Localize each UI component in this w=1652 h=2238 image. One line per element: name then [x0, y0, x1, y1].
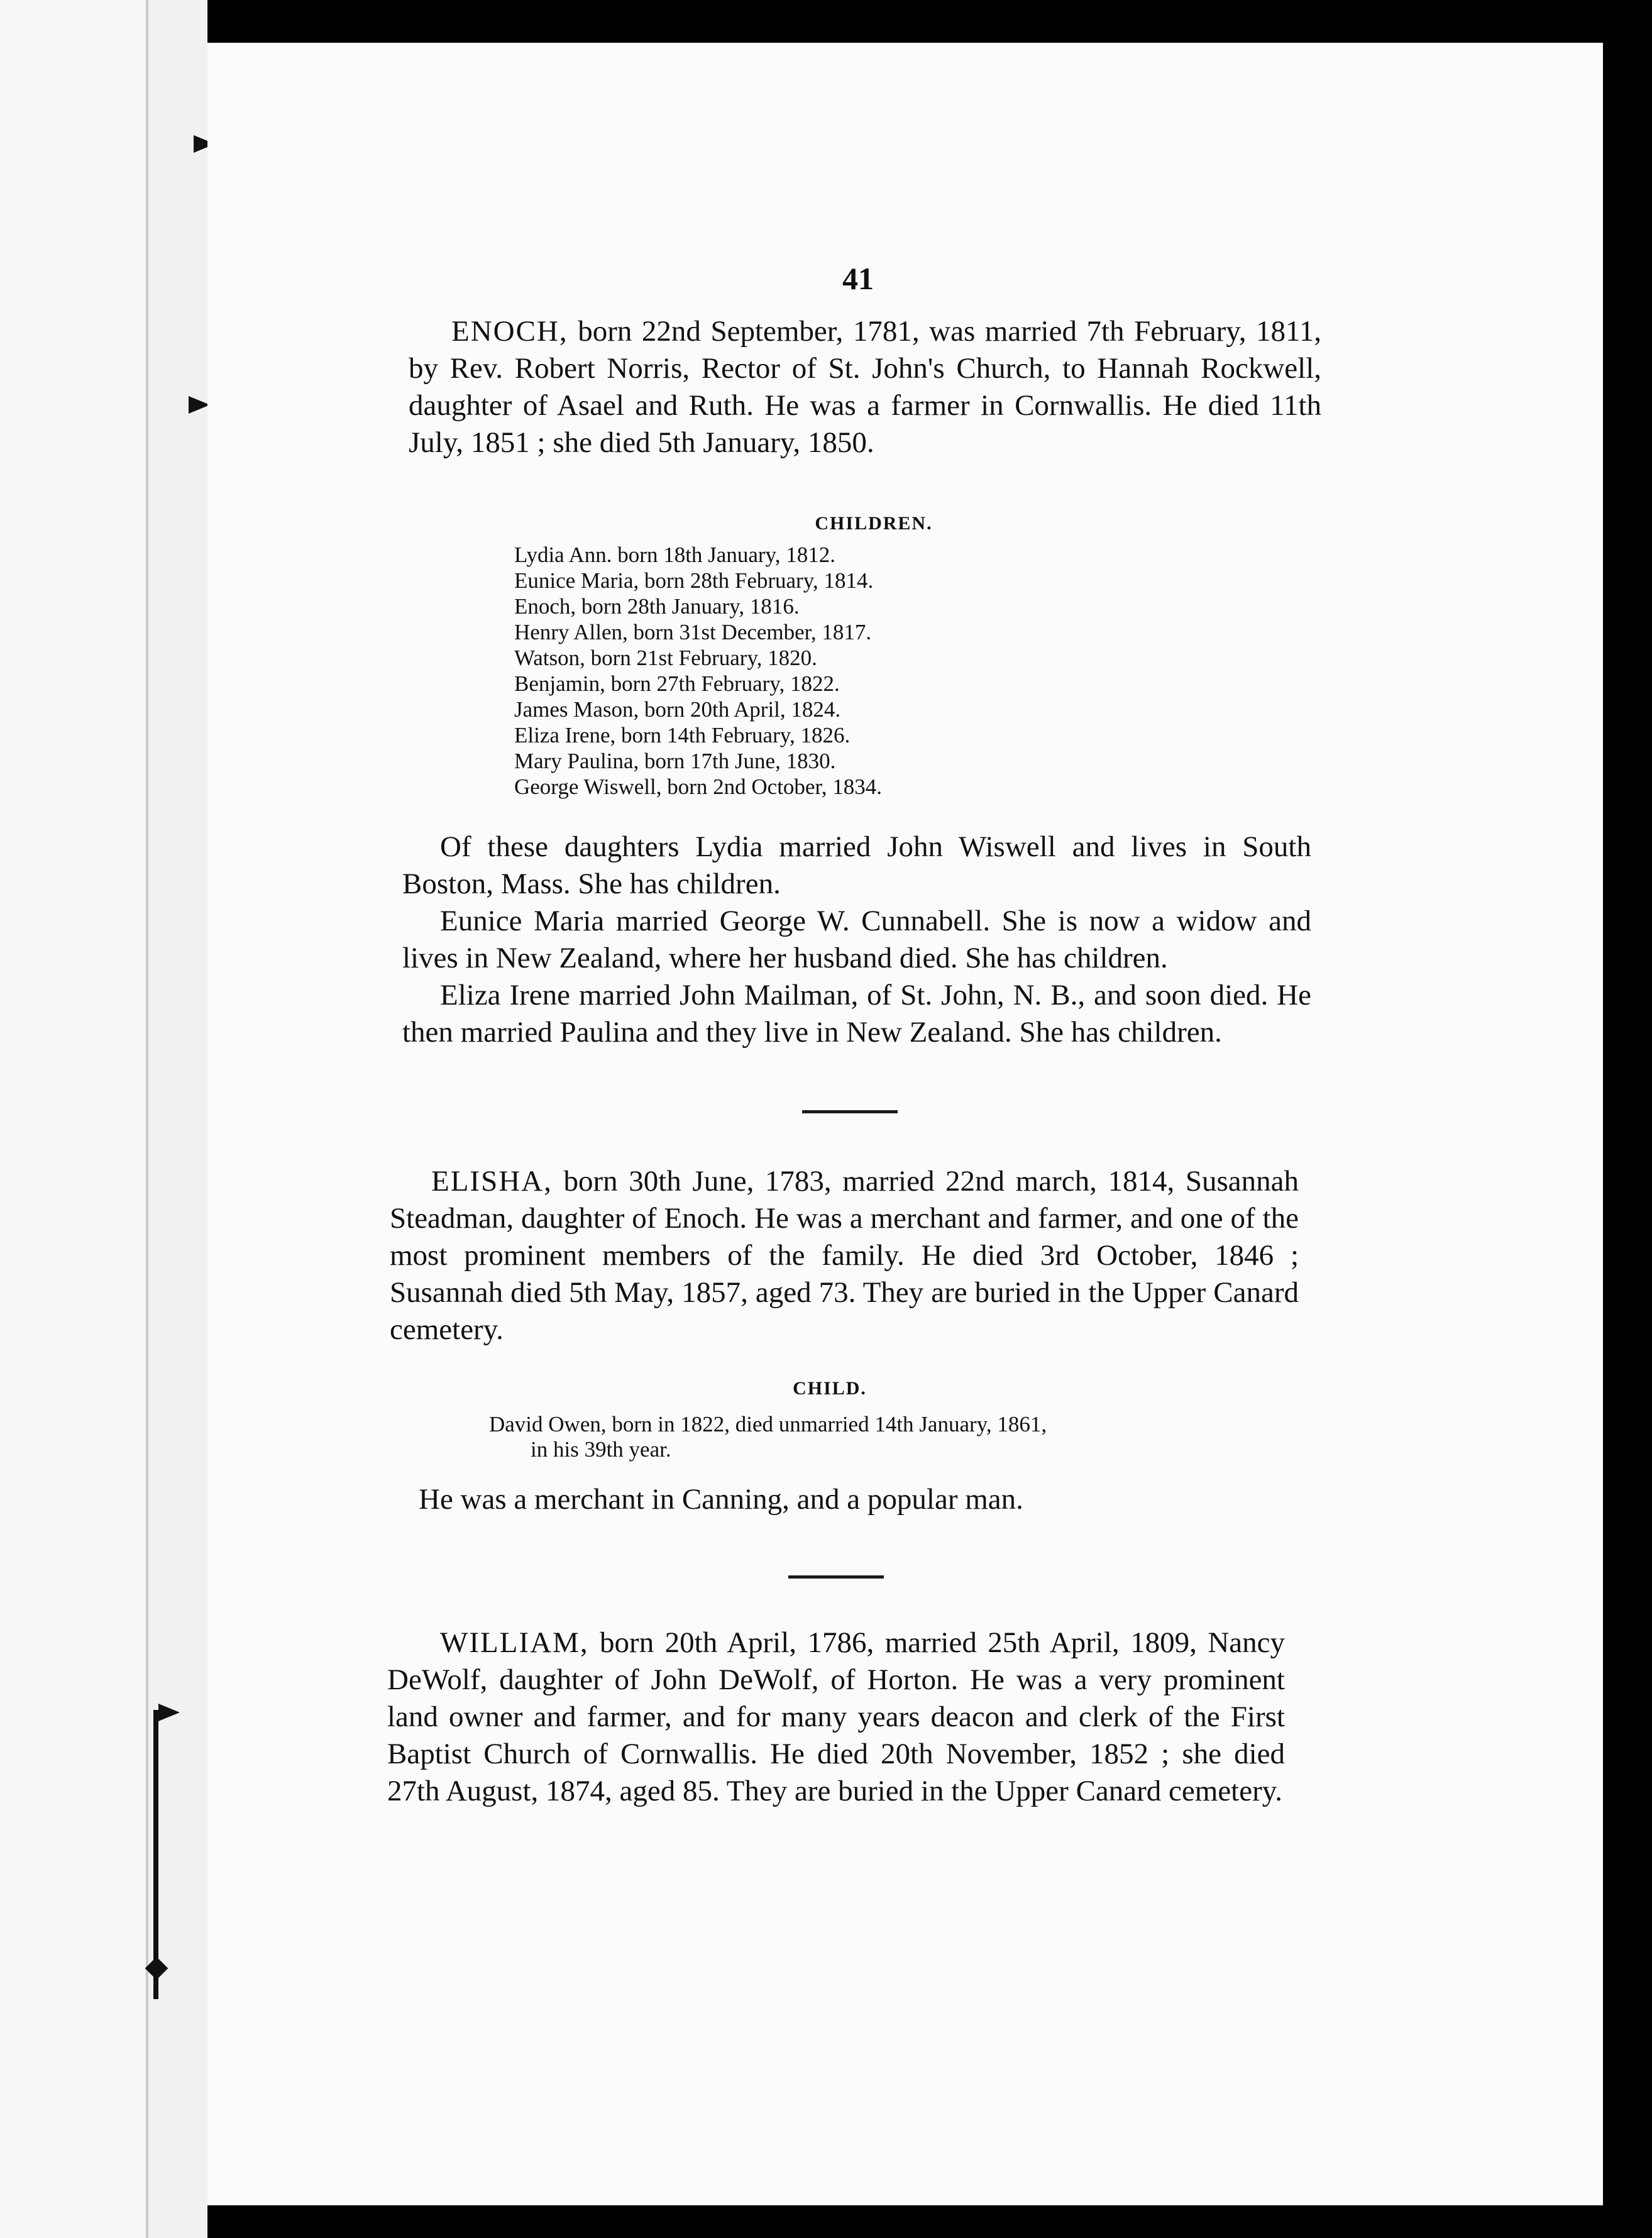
- enoch-paragraph: [409, 313, 1321, 461]
- lydia-note: Of these daughters Lydia married John Wiswell and lives in South Boston, Mass. She has children.: [402, 830, 1311, 900]
- section-divider: [802, 1110, 898, 1113]
- elisha-note: He was a merchant in Canning, and a popular man.: [419, 1483, 1023, 1516]
- list-item: Eunice Maria, born 28th February, 1814.: [514, 568, 874, 593]
- list-item: Henry Allen, born 31st December, 1817.: [514, 620, 872, 644]
- children-heading: CHILDREN.: [815, 513, 933, 534]
- list-item: James Mason, born 20th April, 1824.: [514, 697, 841, 722]
- enoch-name: ENOCH,: [451, 315, 568, 348]
- list-item: Eliza Irene, born 14th February, 1826.: [514, 723, 851, 747]
- eunice-note: Eunice Maria married George W. Cunnabell. She is now a widow and lives in New Zealand, where her husband died. She has children.: [402, 905, 1311, 974]
- margin-arrow-mark: [189, 396, 210, 414]
- child-entry: [489, 1412, 1212, 1462]
- elisha-name: ELISHA,: [431, 1165, 553, 1198]
- list-item: Enoch, born 28th January, 1816.: [514, 594, 800, 619]
- list-item: Watson, born 21st February, 1820.: [514, 646, 817, 670]
- page-number: 41: [842, 261, 874, 296]
- william-name: WILLIAM,: [440, 1626, 589, 1659]
- margin-arrow-mark: [158, 1704, 180, 1721]
- facing-page-edge: [0, 0, 151, 2238]
- gutter-fold-line: [153, 1710, 158, 1999]
- list-item: Benjamin, born 27th February, 1822.: [514, 671, 840, 696]
- list-item: Lydia Ann. born 18th January, 1812.: [514, 543, 836, 567]
- william-text: born 20th April, 1786, married 25th April, 1809, Nancy DeWolf, daughter of John DeWolf, of Horton. He was a very prominent land owner and farmer, and for many years deacon and clerk of the First Baptist Church of Cornwallis. He died 20th November, 1852 ; she died 27th August, 1874, aged 85. They are buried in the Upper Canard cemetery.: [387, 1626, 1286, 1807]
- children-list: [514, 542, 1080, 800]
- elisha-text: born 30th June, 1783, married 22nd march, 1814, Susannah Steadman, daughter of Enoch. He was a merchant and farmer, and one of the most prominent members of the family. He died 3rd October, 1846 ; Susannah died 5th May, 1857, aged 73. They are buried in the Upper Canard cemetery.: [390, 1165, 1299, 1346]
- elisha-paragraph: [390, 1163, 1299, 1348]
- child-heading: CHILD.: [793, 1378, 867, 1399]
- eliza-note: Eliza Irene married John Mailman, of St. John, N. B., and soon died. He then married Paulina and they live in New Zealand. She has children.: [402, 979, 1311, 1049]
- section-divider: [788, 1575, 884, 1579]
- list-item: George Wiswell, born 2nd October, 1834.: [514, 774, 882, 799]
- list-item: Mary Paulina, born 17th June, 1830.: [514, 749, 836, 773]
- child-entry-line: David Owen, born in 1822, died unmarried 14th January, 1861,: [489, 1412, 1047, 1436]
- william-paragraph: [387, 1624, 1285, 1810]
- enoch-text: born 22nd September, 1781, was married 7th February, 1811, by Rev. Robert Norris, Rector of St. John's Church, to Hannah Rockwell, daughter of Asael and Ruth. He was a farmer in Cornwallis. He died 11th July, 1851 ; she died 5th January, 1850.: [409, 315, 1322, 459]
- child-entry-line: in his 39th year.: [531, 1437, 671, 1462]
